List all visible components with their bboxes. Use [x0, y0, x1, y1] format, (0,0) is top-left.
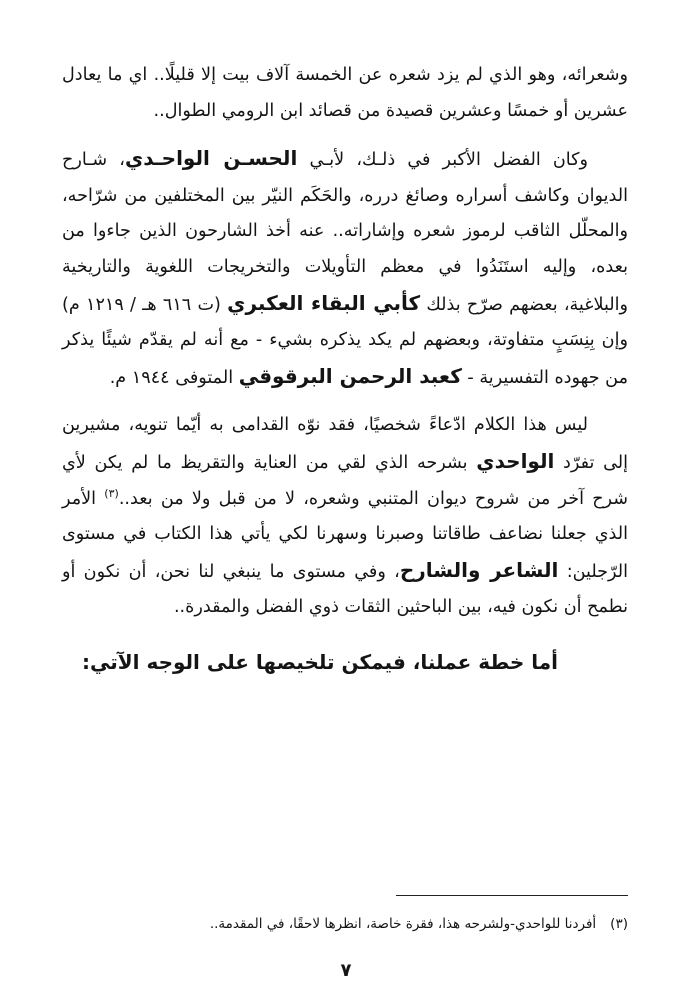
- bold-name-barquqi: كعبد الرحمن البرقوقي: [238, 363, 462, 388]
- main-text: [62, 58, 628, 680]
- page-number: ٧: [340, 960, 352, 981]
- footnote: [62, 912, 628, 936]
- text-segment: بشرحه الذي لقي من العناية والتقريظ ما لم يكن لأي شرح آخر من شروح ديوان المتنبي وشعره، لا من قبل ولا من بعد..: [62, 452, 628, 509]
- section-intro-heading: أما خطة عملنا، فيمكن تلخيصها على الوجه الآتي:: [82, 649, 558, 674]
- footnote-number: (٣): [610, 916, 628, 932]
- bold-name-wahidi-2: الواحدي: [476, 448, 555, 473]
- text-segment: ليس هذا الكلام ادّعاءً شخصيًا، فقد نوّه القدامى به أيّما تنويه، مشيرين إلى تفرّد: [62, 415, 628, 473]
- paragraph-3: [62, 408, 628, 626]
- bold-poet-and-commentator: الشاعر والشارح: [399, 557, 559, 582]
- bold-name-wahidi: الحسـن الواحـدي: [124, 146, 298, 171]
- text-segment: وكان الفضل الأكبر في ذلـك، لأبـي: [309, 150, 589, 171]
- footnote-reference: (٣): [104, 486, 119, 500]
- text-segment: ، شـارح الديوان وكاشف أسراره وصائغ درره، والحَكَم النيّر بين المختلفين من شرّاحه، والمحلّل الثاقب لرموز شعره وإشاراته.. عنه أخذ الشارحون الذين جاءوا من بعده، وإليه استَنَدُوا في معظم التأويلات والتخريجات اللغوية والتاريخية والبلاغية، بعضهم صرّح بذلك: [62, 150, 628, 315]
- paragraph-1: [62, 58, 628, 129]
- footnote-divider: [396, 895, 628, 896]
- text-segment: ، وفي مستوى ما ينبغي لنا نحن، أن نكون أو نطمح أن نكون فيه، بين الباحثين الثقات ذوي الفضل والمقدرة..: [62, 561, 628, 618]
- text-segment: الأمر الذي جعلنا نضاعف طاقاتنا وصبرنا وسهرنا لكي يأتي هذا الكتاب في مستوى الرّجلين:: [62, 488, 628, 582]
- footnote-text: أفردنا للواحدي-ولشرحه هذا، فقرة خاصة، انظرها لاحقًا، في المقدمة..: [209, 916, 597, 932]
- text-segment: المتوفى ١٩٤٤ م.: [109, 367, 234, 388]
- paragraph-2: [62, 141, 628, 396]
- text-segment: وشعرائه، وهو الذي لم يزد شعره عن الخمسة آلاف بيت إلا قليلًا..: [153, 65, 628, 85]
- text-segment: (ت ٦١٦ هـ / ١٢١٩ م) وإن بِنِسَبٍ متفاوتة، وبعضهم لم يكد يذكره بشيء - مع أنه لم يقدّم شيئًا يذكر من جهوده التفسيرية -: [62, 294, 628, 388]
- text-segment: اي ما يعادل عشرين أو خمسًا وعشرين قصيدة من قصائد ابن الرومي الطوال..: [62, 65, 628, 121]
- bold-name-ukbari: كأبي البقاء العكبري: [227, 290, 421, 315]
